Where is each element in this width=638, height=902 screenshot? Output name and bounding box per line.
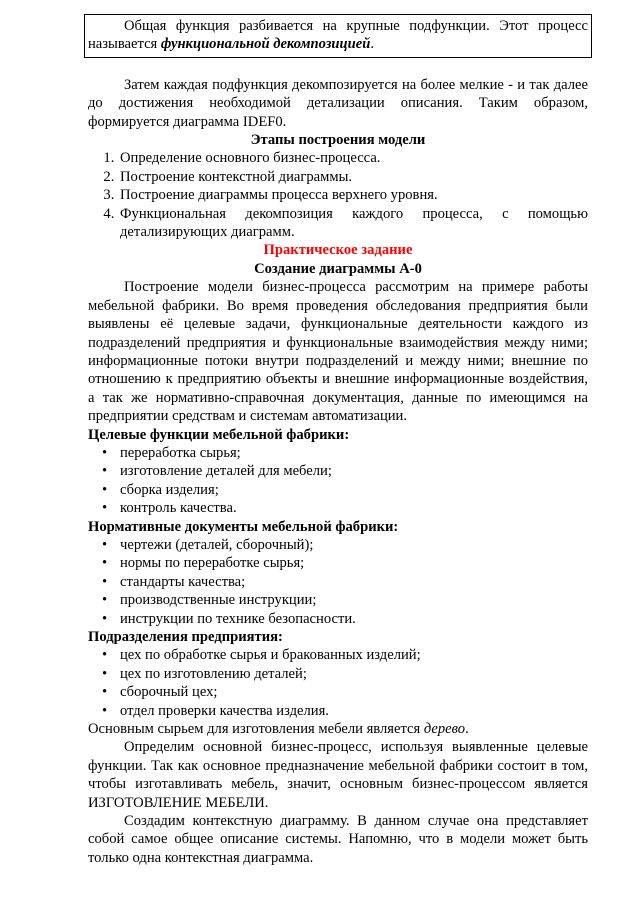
practice-heading: Практическое задание (263, 242, 413, 259)
dept-item (102, 665, 588, 683)
stages-heading: Этапы построения модели (250, 132, 426, 149)
dept-item (102, 646, 588, 664)
stages-list (88, 149, 588, 241)
raw-material-line (88, 720, 588, 738)
bullet-icon: • (102, 500, 108, 517)
dept-text: цех по обработке сырья и бракованных изделий; (120, 647, 421, 664)
doc-item (102, 573, 588, 591)
intro-text: Общая функция разбивается на крупные подфункции. Этот процесс называется (88, 18, 588, 53)
bullet-icon: • (102, 463, 108, 480)
goal-item (102, 481, 588, 499)
goals-list (88, 444, 588, 518)
depts-heading: Подразделения предприятия: (88, 629, 283, 645)
raw-material-term: дерево (423, 721, 466, 738)
doc-item (102, 610, 588, 628)
bullet-icon: • (102, 592, 108, 609)
dept-text: отдел проверки качества изделия. (120, 702, 329, 719)
bullet-icon: • (102, 610, 108, 627)
goals-heading: Целевые функции мебельной фабрики: (88, 426, 350, 443)
doc-text: производственные инструкции; (120, 592, 317, 609)
bullet-icon: • (102, 536, 108, 553)
goal-item (102, 444, 588, 462)
doc-text: чертежи (деталей, сборочный); (120, 536, 314, 553)
model-paragraph: Построение модели бизнес-процесса рассмотрим на примере работы мебельной фабрики. Во время проведения обследования предприятия были выявлены её целевые задачи, функциональные деятельности каждого из подразделений предприятия и функциональные взаимодействия между ними; информационные потоки внутри подразделений и между ними; внешние по отношению к предприятию объекты и внешние информационные воздействия, а так же нормативно-справочная документация, данные по имеющимся на предприятии средствам и системам автоматизации. (88, 279, 588, 425)
depts-list (88, 646, 588, 720)
goal-text: изготовление деталей для мебели; (120, 463, 332, 480)
bullet-icon: • (102, 665, 108, 682)
stage-item: 3. Построение диаграммы процесса верхнего уровня. (118, 186, 588, 204)
stage-item: 2. Построение контекстной диаграммы. (118, 168, 588, 186)
a0-heading: Создание диаграммы А-0 (254, 260, 422, 277)
goal-text: сборка изделия; (120, 481, 219, 498)
definition-box (84, 14, 592, 58)
raw-material-text: Основным сырьем для изготовления мебели является (88, 721, 424, 738)
goal-text: переработка сырья; (120, 444, 241, 461)
dept-text: сборочный цех; (120, 684, 218, 701)
goal-item (102, 499, 588, 517)
spacer (88, 58, 588, 76)
docs-heading: Нормативные документы мебельной фабрики: (88, 518, 399, 535)
doc-text: нормы по переработке сырья; (120, 555, 305, 572)
doc-item (102, 554, 588, 572)
bullet-icon: • (102, 555, 108, 572)
stage-item: 4. Функциональная декомпозиция каждого процесса, с помощью детализирующих диаграмм. (118, 205, 588, 242)
bullet-icon: • (102, 573, 108, 590)
doc-text: инструкции по технике безопасности. (120, 610, 356, 627)
docs-list (88, 536, 588, 628)
bullet-icon: • (102, 481, 108, 498)
document-page (88, 14, 588, 867)
context-diagram-paragraph: Создадим контекстную диаграмму. В данном случае она представляет собой самое общее описание системы. Напомню, что в модели может быть только одна контекстная диаграмма. (88, 813, 588, 866)
bullet-icon: • (102, 647, 108, 664)
goal-item (102, 462, 588, 480)
doc-item (102, 536, 588, 554)
main-process-paragraph: Определим основной бизнес-процесс, используя выявленные целевые функции. Так как основное предназначение мебельной фабрики состоит в том, чтобы изготавливать мебель, значит, основным бизнес-процессом является ИЗГОТОВЛЕНИЕ МЕБЕЛИ. (88, 739, 588, 811)
bullet-icon: • (102, 444, 108, 461)
decomposition-paragraph: Затем каждая подфункция декомпозируется на более мелкие - и так далее до достижения необходимой детализации описания. Таким образом, формируется диаграмма IDEF0. (88, 76, 588, 130)
intro-end: . (370, 36, 375, 53)
intro-paragraph (88, 17, 588, 54)
doc-item (102, 591, 588, 609)
doc-text: стандарты качества; (120, 573, 246, 590)
bullet-icon: • (102, 684, 108, 701)
goal-text: контроль качества. (120, 500, 237, 517)
decomposition-term: функциональной декомпозицией (160, 36, 371, 53)
raw-material-end: . (465, 721, 469, 738)
dept-item (102, 702, 588, 720)
stage-item: 1. Определение основного бизнес-процесса. (118, 149, 588, 167)
dept-item (102, 683, 588, 701)
dept-text: цех по изготовлению деталей; (120, 665, 307, 682)
bullet-icon: • (102, 702, 108, 719)
